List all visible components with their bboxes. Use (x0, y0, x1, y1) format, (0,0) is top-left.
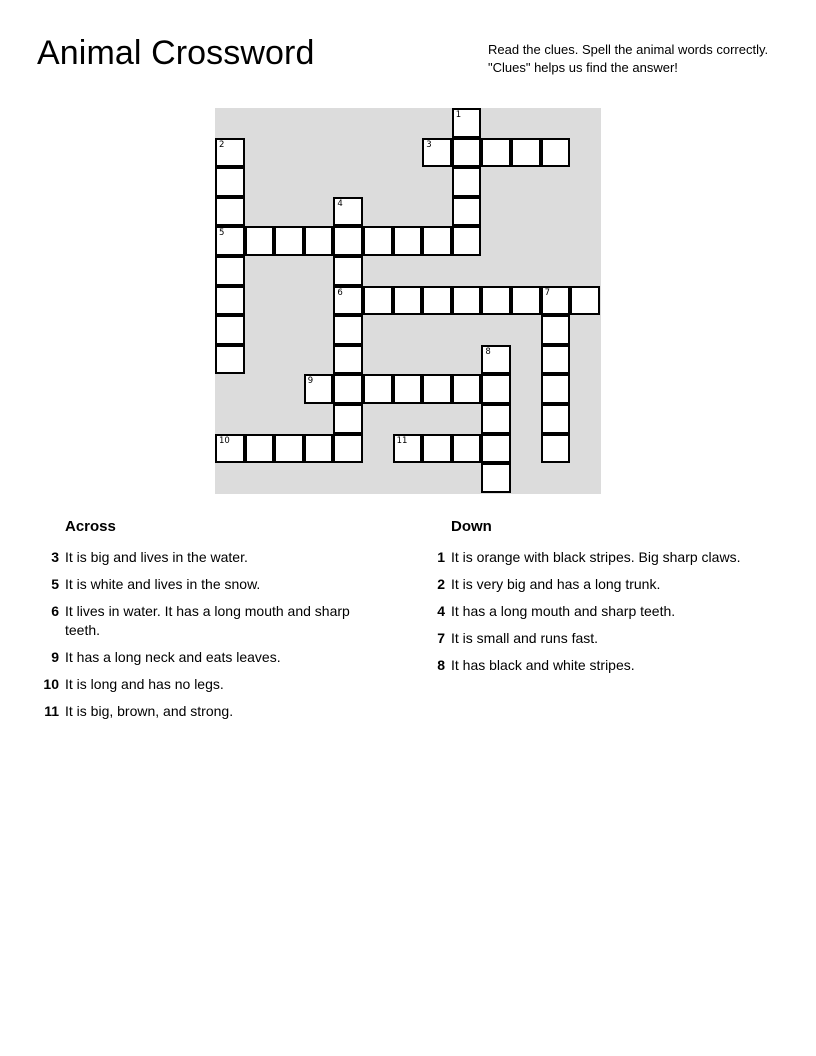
clue-text: It is very big and has a long trunk. (451, 576, 661, 592)
crossword-cell[interactable] (333, 197, 363, 227)
crossword-cell[interactable] (215, 197, 245, 227)
crossword-cell[interactable] (333, 256, 363, 286)
crossword-cell[interactable] (333, 286, 363, 316)
crossword-grid (215, 108, 601, 494)
down-heading: Down (451, 518, 492, 535)
clue-number: 11 (44, 703, 59, 719)
cell-number: 5 (219, 228, 225, 239)
instruction-line: "Clues" helps us find the answer! (488, 60, 678, 75)
clue-number: 4 (437, 603, 445, 619)
clue-text: It is white and lives in the snow. (65, 576, 261, 592)
crossword-cell[interactable] (511, 138, 541, 168)
clue-down-item (423, 575, 783, 594)
clue-text: It is big and lives in the water. (65, 549, 248, 565)
page-title: Animal Crossword (37, 34, 315, 72)
crossword-cell[interactable] (422, 434, 452, 464)
cell-number: 10 (219, 435, 230, 446)
crossword-cell[interactable] (215, 345, 245, 375)
crossword-cell[interactable] (541, 404, 571, 434)
clue-down-item (423, 656, 783, 675)
cell-number: 11 (396, 435, 408, 446)
crossword-cell[interactable] (511, 286, 541, 316)
instruction-line: Read the clues. Spell the animal words correctly. (488, 42, 769, 57)
crossword-cell[interactable] (452, 286, 482, 316)
crossword-cell[interactable] (333, 315, 363, 345)
cell-number: 7 (544, 287, 551, 298)
crossword-cell[interactable] (452, 138, 482, 168)
clue-text: It has black and white stripes. (451, 657, 635, 673)
crossword-cell[interactable] (215, 167, 245, 197)
crossword-cell[interactable] (422, 226, 452, 256)
crossword-cell[interactable] (452, 374, 482, 404)
crossword-cell[interactable] (541, 434, 571, 464)
clue-number: 5 (51, 576, 59, 592)
cell-number: 4 (337, 198, 343, 209)
clue-number: 6 (51, 603, 59, 619)
crossword-cell[interactable] (245, 434, 275, 464)
crossword-cell[interactable] (215, 286, 245, 316)
crossword-cell[interactable] (541, 286, 571, 316)
cell-number: 1 (455, 110, 462, 120)
crossword-cell[interactable] (215, 434, 245, 464)
clue-text: It lives in water. It has a long mouth and sharp teeth. (65, 603, 350, 638)
crossword-cell[interactable] (481, 463, 511, 493)
crossword-cell[interactable] (452, 226, 482, 256)
crossword-cell[interactable] (452, 108, 482, 138)
clue-down-item (423, 548, 783, 567)
crossword-cell[interactable] (481, 434, 511, 464)
clue-text: It is small and runs fast. (451, 630, 599, 646)
clue-number: 8 (437, 657, 445, 673)
clue-number: 7 (437, 630, 445, 646)
crossword-cell[interactable] (304, 434, 334, 464)
crossword-cell[interactable] (363, 226, 393, 256)
clue-number: 3 (51, 549, 59, 565)
crossword-cell[interactable] (452, 434, 482, 464)
crossword-cell[interactable] (245, 226, 275, 256)
crossword-cell[interactable] (363, 374, 393, 404)
clue-across-item (37, 675, 377, 694)
crossword-cell[interactable] (333, 434, 363, 464)
crossword-cell[interactable] (333, 374, 363, 404)
clue-across-item (37, 648, 377, 667)
crossword-cell[interactable] (452, 167, 482, 197)
clue-across-item (37, 548, 377, 567)
crossword-cell[interactable] (363, 286, 393, 316)
crossword-cell[interactable] (304, 226, 334, 256)
clue-down-item (423, 629, 783, 648)
crossword-cell[interactable] (481, 138, 511, 168)
crossword-cell[interactable] (333, 404, 363, 434)
crossword-cell[interactable] (541, 138, 571, 168)
cell-number: 9 (307, 376, 314, 387)
crossword-cell[interactable] (422, 374, 452, 404)
crossword-cell[interactable] (393, 374, 423, 404)
cell-number: 2 (219, 139, 225, 150)
clue-text: It is orange with black stripes. Big sharp claws. (451, 549, 741, 565)
crossword-cell[interactable] (541, 315, 571, 345)
crossword-cell[interactable] (333, 226, 363, 256)
instructions (488, 41, 798, 77)
clue-across-item (37, 602, 377, 640)
crossword-cell[interactable] (215, 226, 245, 256)
crossword-cell[interactable] (452, 197, 482, 227)
across-heading: Across (65, 518, 116, 535)
cell-number: 8 (485, 346, 491, 357)
crossword-cell[interactable] (481, 404, 511, 434)
crossword-cell[interactable] (304, 374, 334, 404)
crossword-cell[interactable] (215, 256, 245, 286)
clue-number: 1 (437, 549, 445, 565)
cell-number: 3 (426, 139, 432, 150)
crossword-cell[interactable] (422, 286, 452, 316)
clue-text: It is big, brown, and strong. (65, 703, 234, 719)
crossword-cell[interactable] (422, 138, 452, 168)
across-clues (37, 516, 377, 729)
clue-text: It is long and has no legs. (65, 676, 224, 692)
crossword-cell[interactable] (393, 434, 423, 464)
clue-number: 2 (437, 576, 445, 592)
crossword-cell[interactable] (215, 138, 245, 168)
clue-across-item (37, 702, 377, 721)
clue-text: It has a long neck and eats leaves. (65, 649, 281, 665)
clue-number: 10 (43, 676, 59, 692)
clue-down-item (423, 602, 783, 621)
crossword-cell[interactable] (274, 226, 304, 256)
clue-number: 9 (51, 649, 59, 665)
crossword-cell[interactable] (541, 374, 571, 404)
crossword-cell[interactable] (274, 434, 304, 464)
down-clues (423, 516, 783, 683)
cell-number: 6 (337, 287, 343, 298)
crossword-cell[interactable] (393, 286, 423, 316)
crossword-cell[interactable] (481, 345, 511, 375)
crossword-cell[interactable] (333, 345, 363, 375)
crossword-cell[interactable] (541, 345, 571, 375)
crossword-cell[interactable] (393, 226, 423, 256)
crossword-cell[interactable] (481, 286, 511, 316)
crossword-cell[interactable] (570, 286, 600, 316)
clue-text: It has a long mouth and sharp teeth. (451, 603, 676, 619)
crossword-cell[interactable] (481, 374, 511, 404)
clue-across-item (37, 575, 377, 594)
crossword-cell[interactable] (215, 315, 245, 345)
